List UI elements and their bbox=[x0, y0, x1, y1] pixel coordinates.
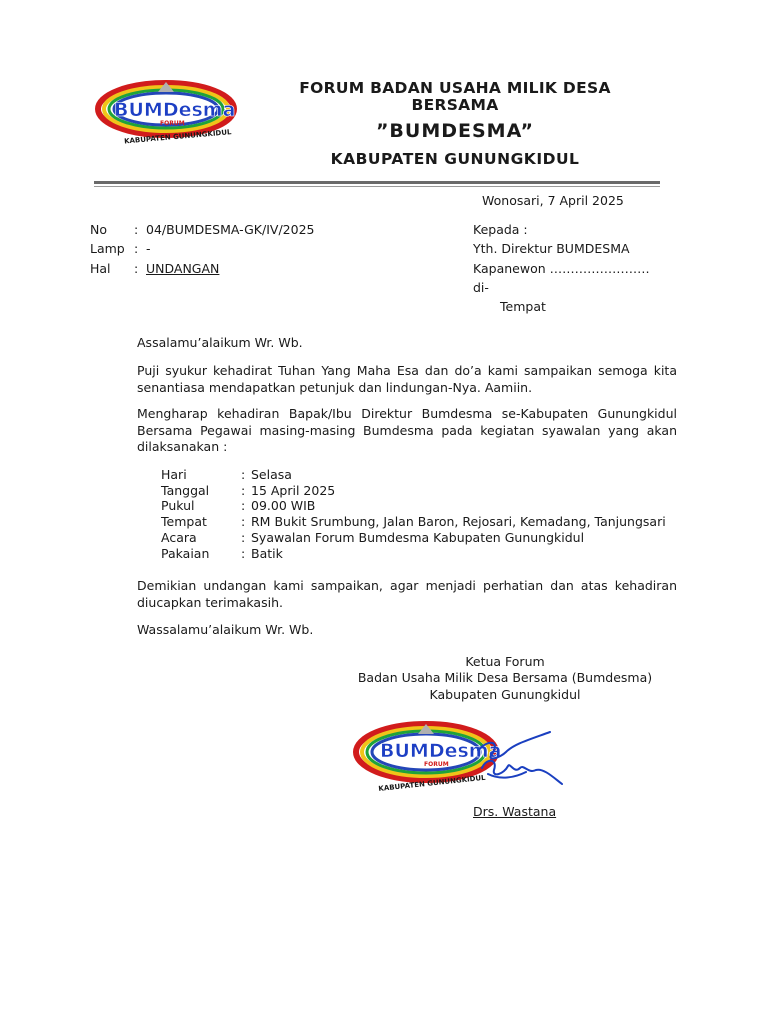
logo-region-text: KABUPATEN GUNUNGKIDUL bbox=[123, 128, 232, 146]
recipient-line-3: di- bbox=[473, 280, 489, 295]
detail-value-tanggal: 15 April 2025 bbox=[251, 483, 336, 498]
place-date: Wonosari, 7 April 2025 bbox=[482, 193, 624, 208]
header-region: KABUPATEN GUNUNGKIDUL bbox=[330, 150, 580, 168]
meta-label-lamp: Lamp bbox=[90, 241, 125, 256]
recipient-line-4: Tempat bbox=[500, 299, 546, 314]
detail-value-hari: Selasa bbox=[251, 467, 292, 482]
detail-sep: : bbox=[241, 498, 246, 513]
greeting: Assalamu’alaikum Wr. Wb. bbox=[137, 335, 303, 350]
handwritten-signature bbox=[470, 728, 570, 792]
paragraph-2: Mengharap kehadiran Bapak/Ibu Direktur Bumdesma se-Kabupaten Gunungkidul Bersama Pegawai masing-masing Bumdesma pada kegiatan syawalan yang akan dilaksanakan : bbox=[137, 406, 677, 454]
header-line-1: FORUM BADAN USAHA MILIK DESA bbox=[299, 79, 611, 97]
recipient-line-1: Yth. Direktur BUMDESMA bbox=[473, 241, 630, 256]
bumdesma-logo bbox=[94, 76, 254, 146]
meta-value-lamp: - bbox=[146, 241, 151, 256]
meta-sep: : bbox=[134, 261, 139, 276]
meta-label-hal: Hal bbox=[90, 261, 111, 276]
meta-sep: : bbox=[134, 222, 139, 237]
meta-label-no: No bbox=[90, 222, 107, 237]
header-line-2: BERSAMA bbox=[411, 96, 499, 114]
signature-title-1: Ketua Forum bbox=[465, 654, 545, 669]
header-org-name: ”BUMDESMA” bbox=[375, 120, 535, 142]
meta-sep: : bbox=[134, 241, 139, 256]
detail-label-pukul: Pukul bbox=[161, 498, 195, 513]
header-divider-thin bbox=[94, 186, 660, 187]
detail-label-acara: Acara bbox=[161, 530, 197, 545]
detail-value-acara: Syawalan Forum Bumdesma Kabupaten Gunungkidul bbox=[251, 530, 585, 545]
detail-label-pakaian: Pakaian bbox=[161, 546, 210, 561]
closing-greeting: Wassalamu’alaikum Wr. Wb. bbox=[137, 622, 314, 637]
stamp-sub-text: FORUM bbox=[424, 761, 449, 768]
meta-value-no: 04/BUMDESMA-GK/IV/2025 bbox=[146, 222, 315, 237]
detail-sep: : bbox=[241, 483, 246, 498]
detail-label-tempat: Tempat bbox=[161, 514, 207, 529]
header-divider-thick bbox=[94, 181, 660, 184]
signature-title-3: Kabupaten Gunungkidul bbox=[429, 687, 581, 702]
detail-sep: : bbox=[241, 514, 246, 529]
logo-brand-text: BUMDesma bbox=[114, 99, 236, 121]
meta-value-hal: UNDANGAN bbox=[146, 261, 220, 276]
detail-value-pakaian: Batik bbox=[251, 546, 283, 561]
paragraph-3: Demikian undangan kami sampaikan, agar menjadi perhatian dan atas kehadiran diucapkan terimakasih. bbox=[137, 578, 677, 610]
detail-value-tempat: RM Bukit Srumbung, Jalan Baron, Rejosari, Kemadang, Tanjungsari bbox=[251, 514, 666, 529]
signature-title-2: Badan Usaha Milik Desa Bersama (Bumdesma) bbox=[357, 670, 653, 685]
paragraph-1: Puji syukur kehadirat Tuhan Yang Maha Esa dan do’a kami sampaikan semoga kita senantiasa mendapatkan petunjuk dan lindungan-Nya. Aamiin. bbox=[137, 363, 677, 395]
detail-sep: : bbox=[241, 467, 246, 482]
logo-sub-text: FORUM bbox=[160, 120, 185, 127]
signatory-name: Drs. Wastana bbox=[473, 804, 557, 819]
detail-sep: : bbox=[241, 530, 246, 545]
stamp-brand-text: BUMDesma bbox=[380, 740, 502, 762]
recipient-to-label: Kepada : bbox=[473, 222, 528, 237]
detail-sep: : bbox=[241, 546, 246, 561]
recipient-line-2: Kapanewon …………………… bbox=[473, 261, 650, 276]
stamp-region-text: KABUPATEN GUNUNGKIDUL bbox=[378, 773, 486, 792]
detail-label-hari: Hari bbox=[161, 467, 187, 482]
detail-label-tanggal: Tanggal bbox=[161, 483, 210, 498]
detail-value-pukul: 09.00 WIB bbox=[251, 498, 316, 513]
